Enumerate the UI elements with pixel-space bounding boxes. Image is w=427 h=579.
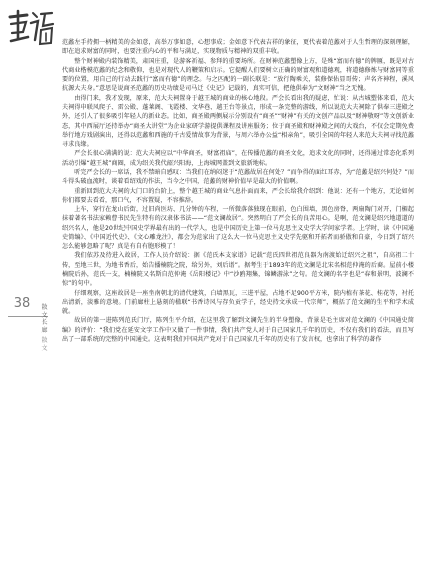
article-body	[62, 38, 414, 574]
paragraph: 重新回到范大夫祠的大门口的台阶上，整个越王城的商业气息扑面而来，严会长给我介绍到：他说：还有一个地方，无论如何你们都要去看看，那口气，不容置疑，不容推辞。	[62, 187, 414, 204]
paragraph: 严会长很心满满的说：范大夫祠应以“中华商圣，财富祖庙”，在传播范蠡的商圣文化，追求文化的同时，还得通过常态化系列活动引爆“越王城”商圈，成为绍关我代韶兴阳海，上海城网盖到文旅新地标。	[62, 150, 414, 167]
paragraph: 上车，穿行在龙山后街，过旧尚医坊、几分钟的车程，一所微落落独现在眼前，色白围墙，黑色房脊，两扇陶门对开，门楣起抹着著名书法家赖曹书民先生特有的汉隶体书法——“范文澜故居”。突然明白了严会长的良苦用心。是啊，范文澜是绍兴地道道的绍兴名人，他是20世纪中国史学界最有出的一代学人，也是中国历史上第一位马克思主义史学大学问家学者。上学时，读《中国通史简编》、《中国近代史》、《文心雕龙注》，都会为范家出了这么大一位马克思主义史学先驱和开拓者而骄傲和自豪，今日到了绍兴怎么能够忽略了呢？真是有自有胞形模了！	[62, 206, 414, 251]
paragraph: 仔细观察，这座故居是一座坐南朝北的清代建筑，白墙黑瓦，三进平屋，占地不足900平方米，院内植有茶花、桂花等，衬托出清新，淡雅的意境。门前廊柱上悬刻的楹联“书香诗风与存负贡学子，经史持文承成一代宗师”，概括了范文澜的生平和学术成就。	[62, 289, 414, 316]
paragraph: 故居的第一进陈列范氏门厅，陈列生平介绍，在这里我了解到文澜先生的半身塑像，背景是毛主席对范文澜的《中国通史简编》的评价：“我们党在延安文字工作中又做了一件事情，我们共产党人对于自己国家几千年的历史，不仅有我们的看法，而且写出了一部系统的完整的中国通史。这表明我们中国共产党对于自己国家几千年的历史有了发言权，也拿出了科学的著作	[62, 317, 414, 343]
page-number: 38	[13, 296, 31, 311]
paragraph: 由得门来，我才发现，原来，范大夫祠置身于越王城的商业的核心地段。严会长看出我的疑虑，忙说：从古城塑体来看，范大夫祠得申联风爬子、雷公殿、蓬莱阁、飞霞楼、文华巷、越王台等景点，形成一条完整的游线，所以说范大夫祠除了供奉三进殿之外，还引人了很多吸引年轻人的新业态。比如，商圣殿两侧展示分别设有“商圣”“财神”有关的文创产品以及“财神敬呀”等文创新业态，其中西展厅还持举办“商圣大讲堂”为企业家研学游提供课程及讲座服务；位于商圣殿和财神殿之间的大戏台，不仅会定期免费举行地方戏剧演出，还得以范蠡和西施的千古爱情故事为背景，与周六举办公益“相亲角”，吸引全国的年轻人来范大夫祠寻找范蠡寻求良缘。	[62, 94, 414, 149]
column-label-sub: 散 文	[41, 337, 49, 352]
paragraph: 整个财神殿内装饰精美，肃国庄重，是游客祈福、参拜的重要场所。在财神范蠡塑像上方，是殊“富而有德”的牌匾，既是对古代商业楷模范蠡的纪念和敬仰，也是对现代人的鞭策和启示。它提醒人们要树立正确的财富观和道德观，将道德修炼与财富同等重要的位置，用自己的行动去践行“富而有德”的理念。与之匹配的一副长联是：“放行陶乘关，装修保佑显哥传；声名齐神程，溪风抗源大夫身。”意思是说商圣范蠡的历史功绩是司马迁《史记》记载的，真实可信，把他供奉为“文财神”当之无愧。	[62, 57, 414, 93]
column-label	[40, 304, 50, 352]
paragraph: 范蠡左手持拥一柄精美的金如意，高举万事如意，心想事成；金如意下代表吉祥的象征，更代表着范蠡对于人生哲理的深刻理解，即在追求财富的同时，也要注重内心的平和与满足，实现物质与精神的双重丰收。	[62, 39, 414, 56]
paragraph: 我们依苏及待进入故居，工作人员介绍说：据《范氏本支家谱》记载“范氏四世祖范良器为南渡始迁绍兴之祖”，自高祖二十传，至地三世，为地书香后，始告播楠院之院，给另外，刘后谱”。据考生于1893年的范文澜是北宋名相范仲淹的后裔。屋前小楼楠院后孙，范氏一支，楠楠院又名斯自范仲淹《岳阳楼记》中“沙鸥翔集，锦鳞游泳”之句。范文澜的名字也是“春和景明，波澜不惊”的句中。	[62, 252, 414, 288]
paragraph: 听完严会长的一席话，我不禁暗自感叹：当我们在纳闷迷于“范蠡故居在何处？”而争得的面红耳赤，为“范蠡是绍兴何处？”而斗得头破血流时，谈着看绍戏的作法，当今之中国，范蠡的财神价值早是最大的价值啊。	[62, 168, 414, 186]
column-logo	[7, 8, 55, 48]
column-label-main: 散 文 长 廊	[41, 304, 49, 334]
